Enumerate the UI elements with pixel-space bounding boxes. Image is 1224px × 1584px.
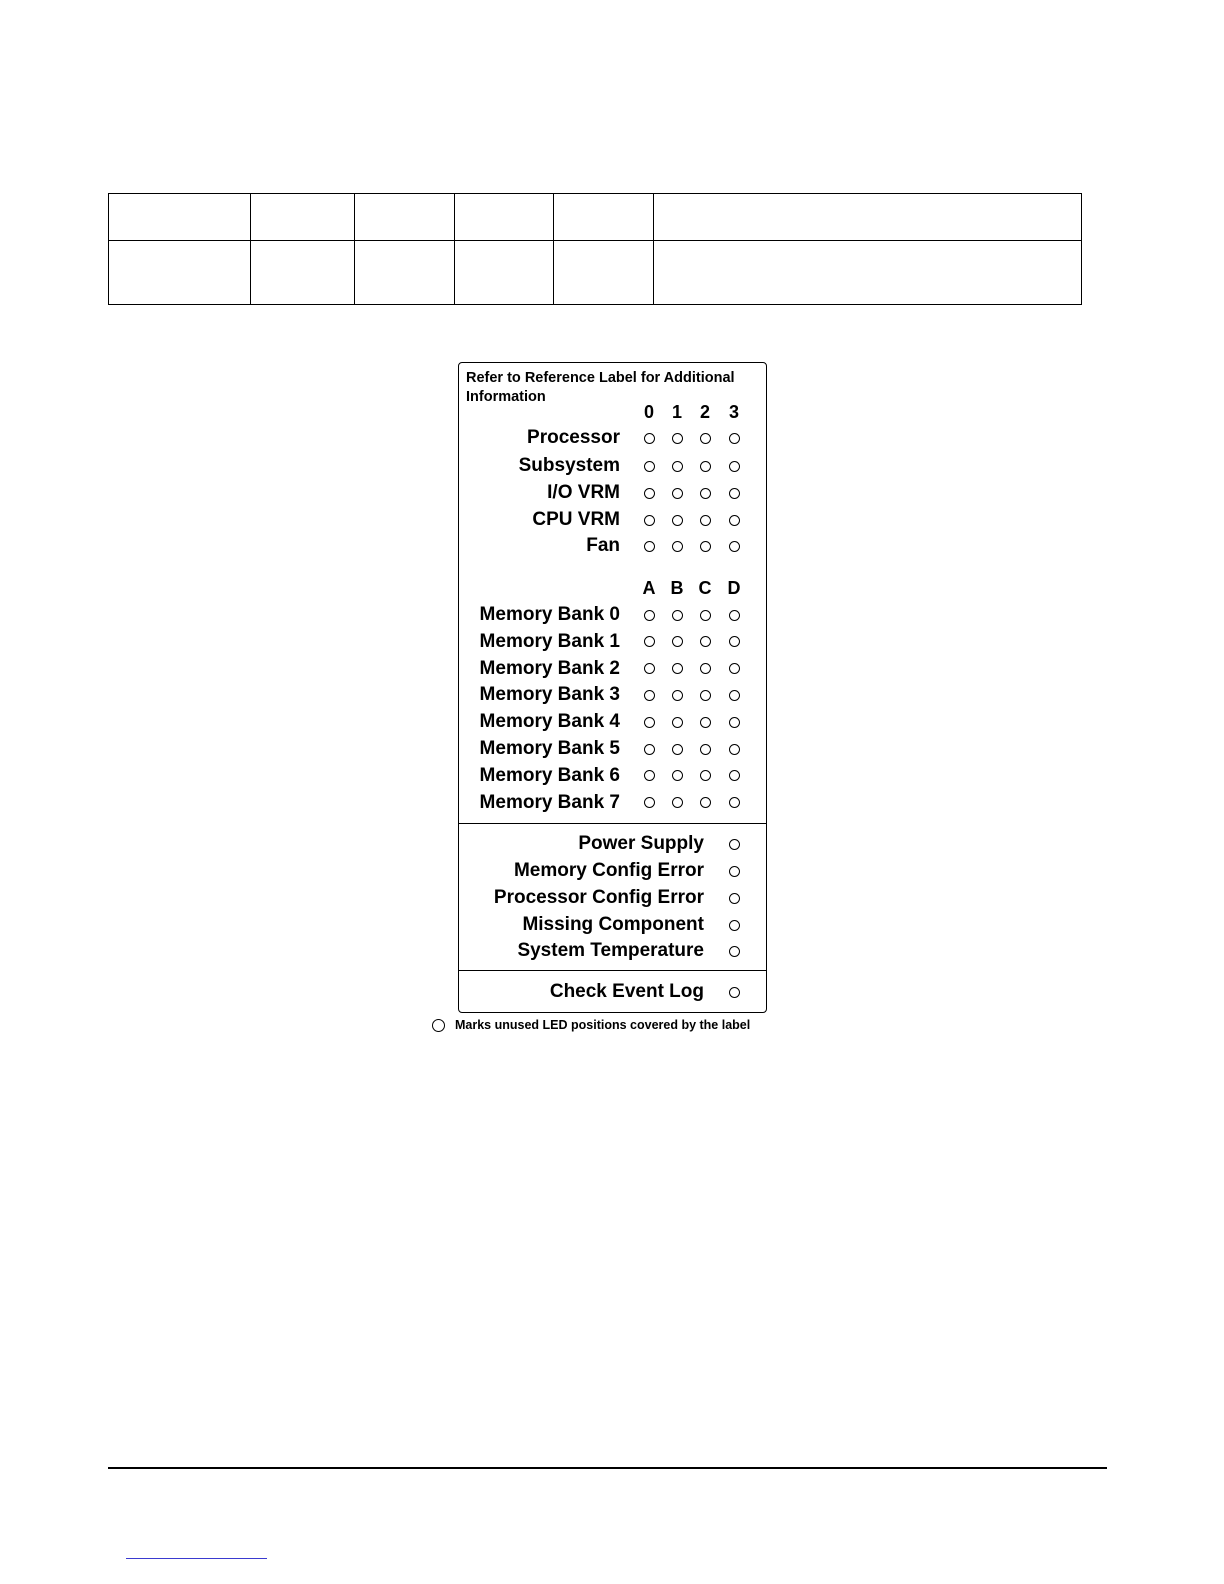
led-circle-icon [672,488,683,499]
column-header-2: 2 [699,402,710,422]
legend [432,1018,750,1032]
led-circle-icon [729,770,740,781]
column-header-b: B [670,578,684,598]
led-circle-icon [644,610,655,621]
row-label-memory-bank: Memory Bank 0 [479,604,620,625]
row-label-check-event-log: Check Event Log [549,981,704,1002]
led-circle-icon [729,515,740,526]
row-label-memory-bank: Memory Bank 7 [479,791,620,813]
led-circle-icon [644,461,655,472]
column-header-c: C [698,578,712,598]
row-label-component: I/O VRM [547,482,620,503]
led-circle-icon [729,946,740,957]
led-circle-icon [729,866,740,877]
led-circle-icon [644,488,655,499]
row-label-status: System Temperature [517,940,704,961]
table-cell [554,194,654,241]
led-circle-icon [644,770,655,781]
led-circle-icon [672,515,683,526]
led-circle-icon [672,717,683,728]
table-cell [455,241,554,305]
row-label-component: Fan [586,535,620,556]
row-label-memory-bank: Memory Bank 6 [479,764,620,786]
led-circle-icon [672,461,683,472]
led-circle-icon [700,461,711,472]
row-label-status: Power Supply [578,833,704,854]
led-circle-icon [672,690,683,701]
led-circle-icon [644,744,655,755]
led-circle-icon [729,839,740,850]
table-cell [251,241,355,305]
led-circle-icon [729,920,740,931]
led-circle-icon [729,488,740,499]
led-circle-icon [644,717,655,728]
led-circle-icon [672,797,683,808]
led-circle-icon [700,717,711,728]
table-cell [109,194,251,241]
led-circle-icon [729,433,740,444]
column-header-0: 0 [643,402,654,422]
table-cell [554,241,654,305]
led-circle-icon [672,610,683,621]
led-circle-icon [729,461,740,472]
led-circle-icon [700,610,711,621]
led-circle-icon [729,893,740,904]
led-circle-icon [644,515,655,526]
footer-link-underline [126,1558,267,1559]
led-circle-icon [644,433,655,444]
row-label-memory-bank: Memory Bank 2 [479,657,620,679]
panel-divider [459,823,766,824]
column-header-1: 1 [671,402,682,422]
row-label-status: Missing Component [522,914,704,935]
row-label-memory-bank: Memory Bank 1 [479,630,620,652]
led-circle-icon [644,663,655,674]
row-label-memory-bank: Memory Bank 4 [479,711,620,733]
table-cell [455,194,554,241]
panel-divider [459,970,766,971]
led-circle-icon [700,636,711,647]
led-circle-icon [672,541,683,552]
led-circle-icon [700,770,711,781]
led-circle-icon [672,663,683,674]
led-circle-icon [672,636,683,647]
led-circle-icon [729,797,740,808]
table-cell [355,194,455,241]
led-circle-icon [729,690,740,701]
table-cell [251,194,355,241]
row-label-status: Processor Config Error [493,887,704,908]
legend-text: Marks unused LED positions covered by the label [455,1018,751,1032]
led-circle-icon [700,744,711,755]
panel-title: Refer to Reference Label for Additional Information [466,370,735,405]
led-circle-icon [644,541,655,552]
column-header-3: 3 [728,402,739,422]
led-circle-icon [700,433,711,444]
row-label-component: Processor [527,427,620,448]
table-cell [654,194,1082,241]
led-circle-icon [700,488,711,499]
table-row [109,241,1082,305]
row-label-status: Memory Config Error [513,860,704,881]
led-circle-icon [729,987,740,998]
led-circle-icon [672,770,683,781]
led-circle-icon [432,1019,445,1032]
led-circle-icon [729,717,740,728]
column-header-d: D [727,578,741,598]
table-row [109,194,1082,241]
row-label-memory-bank: Memory Bank 5 [479,738,620,759]
empty-header-table [108,193,1082,305]
led-circle-icon [644,797,655,808]
table-cell [355,241,455,305]
led-reference-label [458,362,767,1013]
led-circle-icon [700,797,711,808]
led-circle-icon [729,610,740,621]
led-circle-icon [700,515,711,526]
led-circle-icon [729,744,740,755]
table-cell [654,241,1082,305]
footer-rule [108,1467,1107,1469]
led-circle-icon [672,744,683,755]
table-cell [109,241,251,305]
row-label-component: CPU VRM [532,509,620,530]
led-circle-icon [729,636,740,647]
column-header-a: A [642,578,656,598]
led-circle-icon [700,541,711,552]
led-circle-icon [700,663,711,674]
led-circle-icon [672,433,683,444]
led-circle-icon [644,636,655,647]
led-circle-icon [644,690,655,701]
row-label-memory-bank: Memory Bank 3 [479,684,620,706]
led-circle-icon [729,541,740,552]
led-circle-icon [729,663,740,674]
led-circle-icon [700,690,711,701]
row-label-component: Subsystem [518,455,620,476]
